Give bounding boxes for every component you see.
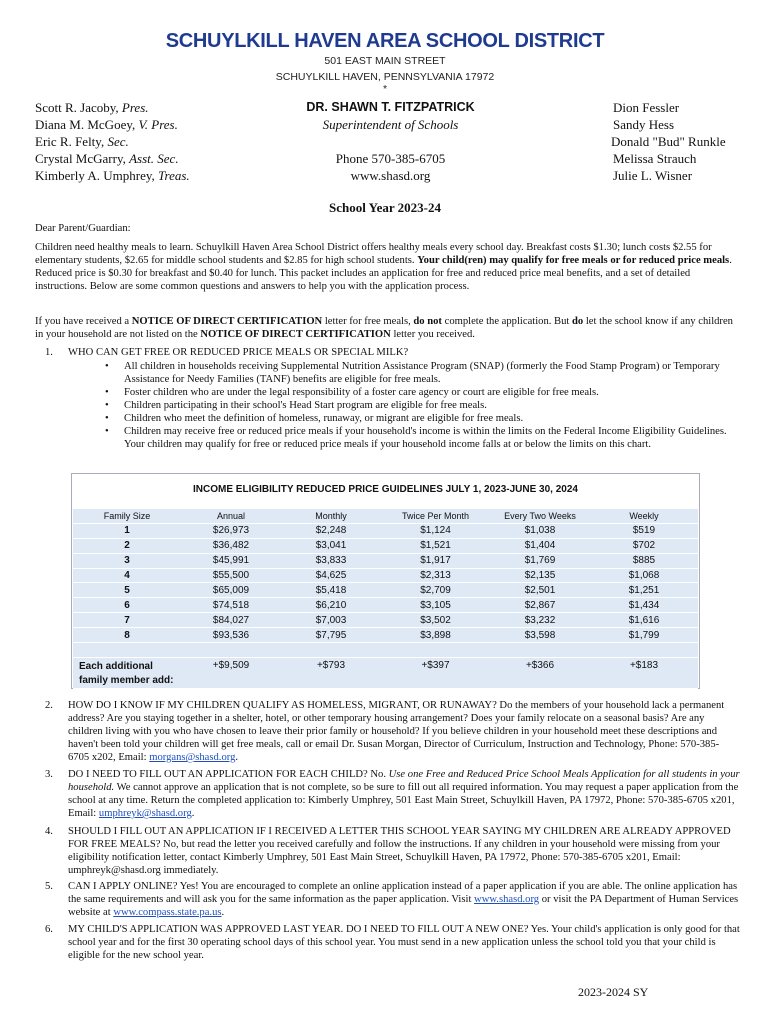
compass-link[interactable]: www.compass.state.pa.us (113, 907, 222, 918)
table-cell: $84,027 (181, 613, 281, 628)
question-text: WHO CAN GET FREE OR REDUCED PRICE MEALS OR SPECIAL MILK? (68, 347, 409, 358)
board-member: Scott R. Jacoby, Pres. (35, 100, 149, 115)
question-number: 5. (45, 881, 53, 892)
table-cell: $1,799 (590, 628, 698, 643)
table-cell: 6 (73, 598, 181, 613)
bullet-item: All children in households receiving Supplemental Nutrition Assistance Program (SNAP) (formerly the Food Stamp Program) or Temporary Assistance for Needy Families (TANF) benefits are eligible for free meals. (124, 361, 720, 385)
table-cell: +$793 (281, 657, 381, 688)
question-number: 6. (45, 924, 53, 935)
question-text: CAN I APPLY ONLINE? Yes! You are encouraged to complete an online application instead of a paper application if you are able. The online application has the same requirements and will ask you for the same information as the paper application. Visit www.shasd.org or visit the PA Department of Human Services website at www.compass.state.pa.us. (68, 881, 739, 918)
email-link[interactable]: umphreyk@shasd.org (98, 808, 192, 819)
address-city: SCHUYLKILL HAVEN, PENNSYLVANIA 17972 (275, 71, 495, 83)
table-cell: $2,135 (490, 568, 590, 583)
table-cell: $1,124 (381, 523, 490, 538)
table-cell: $6,210 (281, 598, 381, 613)
table-cell: $3,502 (381, 613, 490, 628)
column-header: Twice Per Month (381, 509, 490, 523)
table-cell: $1,434 (590, 598, 698, 613)
board-member: Crystal McGarry, Asst. Sec. (35, 151, 179, 166)
bullet-item: Foster children who are under the legal responsibility of a foster care agency or court are eligible for free meals. (124, 387, 599, 398)
bullet-icon: • (105, 400, 109, 411)
table-row-additional (73, 657, 698, 688)
table-row (73, 553, 698, 568)
address-street: 501 EAST MAIN STREET (324, 55, 446, 67)
board-member: Eric R. Felty, Sec. (35, 134, 129, 149)
question-number: 2. (45, 700, 53, 711)
table-header-row (73, 509, 698, 523)
table-cell: $7,795 (281, 628, 381, 643)
table-cell: $74,518 (181, 598, 281, 613)
table-cell: $4,625 (281, 568, 381, 583)
question-5 (0, 880, 770, 920)
table-cell: $3,232 (490, 613, 590, 628)
table-cell: $2,313 (381, 568, 490, 583)
table-cell: +$397 (381, 657, 490, 688)
board-member: Diana M. McGoey, V. Pres. (35, 117, 178, 132)
bullet-item: Children participating in their school's Head Start program are eligible for free meals. (124, 400, 487, 411)
table-cell: 4 (73, 568, 181, 583)
bullet-icon: • (105, 413, 109, 424)
table-cell: $1,917 (381, 553, 490, 568)
superintendent-title: Superintendent of Schools (322, 117, 459, 132)
superintendent-block (283, 99, 498, 184)
question-number: 1. (45, 347, 53, 358)
table-cell: 1 (73, 523, 181, 538)
salutation: Dear Parent/Guardian: (35, 223, 131, 234)
table-cell: +$366 (490, 657, 590, 688)
table-cell: $3,105 (381, 598, 490, 613)
district-website[interactable]: www.shasd.org (350, 168, 431, 183)
table-cell: $65,009 (181, 583, 281, 598)
bullet-icon: • (105, 426, 109, 437)
table-cell: $519 (590, 523, 698, 538)
table-cell: $26,973 (181, 523, 281, 538)
table-cell: $1,251 (590, 583, 698, 598)
income-eligibility-table (71, 473, 700, 689)
question-text: SHOULD I FILL OUT AN APPLICATION IF I RECEIVED A LETTER THIS SCHOOL YEAR SAYING MY CHILDREN ARE ALREADY APPROVED FOR FREE MEALS? No, but read the letter you received carefully and follow the instructions. If any children in your household were missing from your eligibility notification letter, contact Kimberly Umphrey, 501 East Main Street, Schuylkill Haven, PA 17972, Phone: 570-385-6705 x201, Email: umphreyk@shasd.org immediately. (68, 826, 731, 876)
question-3 (0, 768, 770, 820)
direct-certification-paragraph: If you have received a NOTICE OF DIRECT CERTIFICATION letter for free meals, do not complete the application. But do let the school know if any children in your household are not listed on the NOTICE OF DIRECT CERTIFICATION letter you received. (35, 316, 733, 340)
question-text: MY CHILD'S APPLICATION WAS APPROVED LAST YEAR. DO I NEED TO FILL OUT A NEW ONE? Yes. Your child's application is only good for that school year and for the first 30 operating school days of this school year. You must send in a new application unless the school told you that your child is eligible for the new school year. (68, 924, 740, 961)
board-member: Dion Fessler (613, 100, 680, 115)
table-cell: $1,769 (490, 553, 590, 568)
table-cell: $3,041 (281, 538, 381, 553)
table-cell: $3,898 (381, 628, 490, 643)
table-cell: $5,418 (281, 583, 381, 598)
table-row (73, 583, 698, 598)
table-cell: 5 (73, 583, 181, 598)
bullet-icon: • (105, 387, 109, 398)
column-header: Every Two Weeks (490, 509, 590, 523)
bullet-item: Children may receive free or reduced price meals if your household's income is within the limits on the Federal Income Eligibility Guidelines. Your children may qualify for free or reduced price meals if your household income falls at or below the limits on this chart. (124, 426, 727, 450)
table-cell: 7 (73, 613, 181, 628)
column-header: Annual (181, 509, 281, 523)
table-row (73, 523, 698, 538)
table-cell: $1,068 (590, 568, 698, 583)
table-cell: +$183 (590, 657, 698, 688)
table-row (73, 613, 698, 628)
district-title: SCHUYLKILL HAVEN AREA SCHOOL DISTRICT (165, 30, 605, 52)
table-cell: $36,482 (181, 538, 281, 553)
table-cell: $3,833 (281, 553, 381, 568)
address-star: * (382, 83, 388, 95)
question-2 (0, 699, 770, 765)
superintendent-name: DR. SHAWN T. FITZPATRICK (306, 100, 475, 114)
footer-label: 2023-2024 SY (578, 985, 649, 999)
bullet-item: Children who meet the definition of homeless, runaway, or migrant are eligible for free meals. (124, 413, 524, 424)
table-cell: $93,536 (181, 628, 281, 643)
column-header: Monthly (281, 509, 381, 523)
table-row (73, 598, 698, 613)
table-cell: +$9,509 (181, 657, 281, 688)
website-link[interactable]: www.shasd.org (474, 894, 540, 905)
question-6 (0, 923, 770, 963)
table-row-spacer (73, 643, 698, 658)
table-cell: $7,003 (281, 613, 381, 628)
table-cell: 2 (73, 538, 181, 553)
table-cell: $1,616 (590, 613, 698, 628)
table-cell: $2,248 (281, 523, 381, 538)
board-member: Julie L. Wisner (613, 168, 693, 183)
question-number: 4. (45, 826, 53, 837)
board-member: Sandy Hess (613, 117, 675, 132)
table-row (73, 538, 698, 553)
question-number: 3. (45, 769, 53, 780)
table-cell: $1,521 (381, 538, 490, 553)
table-cell: $885 (590, 553, 698, 568)
table-cell: $45,991 (181, 553, 281, 568)
table-cell: $702 (590, 538, 698, 553)
table-title: INCOME ELIGIBILITY REDUCED PRICE GUIDELINES JULY 1, 2023-JUNE 30, 2024 (193, 484, 578, 495)
intro-paragraph: Children need healthy meals to learn. Schuylkill Haven Area School District offers healthy meals every school day. Breakfast costs $1.30; lunch costs $2.55 for elementary students, $2.65 for middle school students and $2.85 for high school students. Your child(ren) may qualify for free meals or for reduced price meals. Reduced price is $0.30 for breakfast and $0.40 for lunch. This packet includes an application for free and reduced price meal benefits, and a set of detailed instructions. Below are some common questions and answers to help you with the application process. (35, 242, 732, 292)
table-cell: $55,500 (181, 568, 281, 583)
column-header: Weekly (590, 509, 698, 523)
district-phone: Phone 570-385-6705 (335, 151, 446, 166)
table-cell: $2,501 (490, 583, 590, 598)
board-member: Melissa Strauch (613, 151, 697, 166)
board-right-list (613, 99, 726, 184)
table-cell: 8 (73, 628, 181, 643)
question-text: DO I NEED TO FILL OUT AN APPLICATION FOR EACH CHILD? No. Use one Free and Reduced Price School Meals Application for all students in your household. We cannot approve an application that is not complete, so be sure to fill out all required information. You may request a paper application from the school at any time. Return the completed application to: Kimberly Umphrey, 501 East Main Street, Schuylkill Haven, PA 17972, Phone: 570-385-6705 x201, Email: umphreyk@shasd.org. (68, 769, 740, 819)
table-cell: 3 (73, 553, 181, 568)
table-cell: $2,709 (381, 583, 490, 598)
board-member: Donald "Bud" Runkle (611, 134, 726, 149)
question-text: HOW DO I KNOW IF MY CHILDREN QUALIFY AS HOMELESS, MIGRANT, OR RUNAWAY? Do the members of your household lack a permanent address? Are you staying together in a shelter, hotel, or other temporary housing arrangement? Does your family relocate on a seasonal basis? Are any children living with you who have chosen to leave their prior family or household? If you believe children in your household meet these descriptions and haven't been told your children will get free meals, call or email Dr. Susan Morgan, Director of Curriculum, Instruction and Technology, Phone: 570-385-6705 x202, Email: morgans@shasd.org. (68, 700, 725, 763)
table-cell: $1,038 (490, 523, 590, 538)
question-1 (0, 346, 770, 471)
table-row (73, 568, 698, 583)
board-member: Kimberly A. Umphrey, Treas. (35, 168, 190, 183)
table-cell: $1,404 (490, 538, 590, 553)
table-cell: $2,867 (490, 598, 590, 613)
email-link[interactable]: morgans@shasd.org (149, 752, 236, 763)
table-cell: $3,598 (490, 628, 590, 643)
table-row (73, 628, 698, 643)
school-year-heading: School Year 2023-24 (329, 200, 441, 215)
bullet-icon: • (105, 361, 109, 372)
question-4 (0, 825, 770, 877)
board-left-list (35, 99, 190, 184)
column-header: Family Size (73, 509, 181, 523)
table-cell: Each additional family member add: (73, 657, 181, 688)
